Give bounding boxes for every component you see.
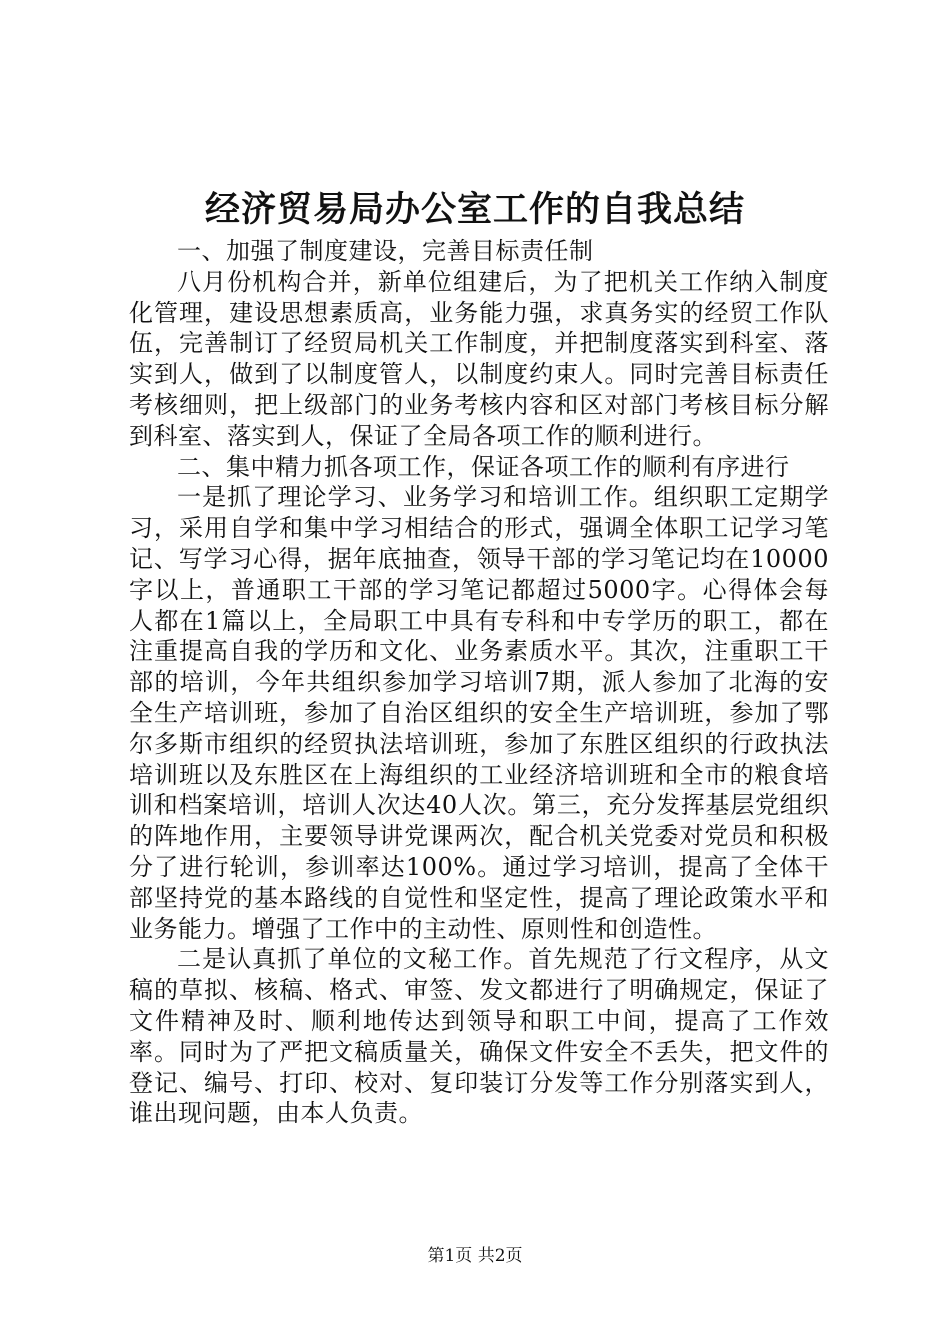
- paragraph-2: 一是抓了理论学习、业务学习和培训工作。组织职工定期学习，采用自学和集中学习相结合的形式，强调全体职工记学习笔记、写学习心得，据年底抽查，领导干部的学习笔记均在10000字以上，普通职工干部的学习笔记都超过5000字。心得体会每人都在1篇以上，全局职工中具有专科和中专学历的职工，都在注重提高自我的学历和文化、业务素质水平。其次，注重职工干部的培训，今年共组织参加学习培训7期，派人参加了北海的安全生产培训班，参加了自治区组织的安全生产培训班，参加了鄂尔多斯市组织的经贸执法培训班，参加了东胜区组织的行政执法培训班以及东胜区在上海组织的工业经济培训班和全市的粮食培训和档案培训，培训人次达40人次。第三，充分发挥基层党组织的阵地作用，主要领导讲党课两次，配合机关党委对党员和积极分了进行轮训，参训率达100%。通过学习培训，提高了全体干部坚持党的基本路线的自觉性和坚定性，提高了理论政策水平和业务能力。增强了工作中的主动性、原则性和创造性。: [129, 483, 829, 943]
- document-body: [129, 236, 829, 1129]
- section-heading-1: 一、加强了制度建设，完善目标责任制: [177, 237, 594, 265]
- paragraph-1: 八月份机构合并，新单位组建后，为了把机关工作纳入制度化管理，建设思想素质高，业务能力强，求真务实的经贸工作队伍，完善制订了经贸局机关工作制度，并把制度落实到科室、落实到人，做到了以制度管人，以制度约束人。同时完善目标责任考核细则，把上级部门的业务考核内容和区对部门考核目标分解到科室、落实到人，保证了全局各项工作的顺利进行。: [129, 267, 829, 450]
- document-title: 经济贸易局办公室工作的自我总结: [204, 189, 745, 230]
- page-footer: 第1页 共2页: [427, 1246, 523, 1266]
- paragraph-3: 二是认真抓了单位的文秘工作。首先规范了行文程序，从文稿的草拟、核稿、格式、审签、发文都进行了明确规定，保证了文件精神及时、顺利地传达到领导和职工中间，提高了工作效率。同时为了严把文稿质量关，确保文件安全不丢失，把文件的登记、编号、打印、校对、复印装订分发等工作分别落实到人，谁出现问题，由本人负责。: [129, 945, 829, 1128]
- section-heading-2: 二、集中精力抓各项工作，保证各项工作的顺利有序进行: [177, 452, 790, 481]
